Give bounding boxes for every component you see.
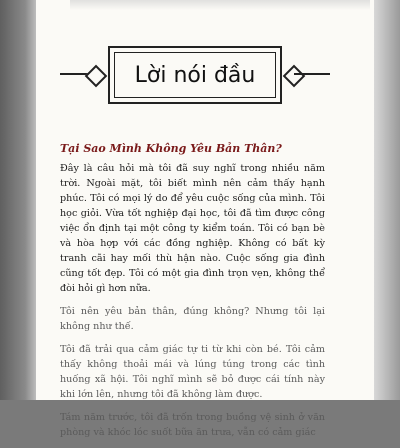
- paragraph-1: Đây là câu hỏi mà tôi đã suy nghĩ trong nhiều năm trời. Ngoài mặt, tôi biết mình nên cảm thấy hạnh phúc. Tôi có mọi lý do để yêu cuộc sống của mình. Tôi học giỏi. Vừa tốt nghiệp đại học, tôi đã tìm được công việc ổn định tại một công ty kiểm toán. Tôi có bạn bè và hòa hợp với các đồng nghiệp. Không có bất kỳ tranh cãi hay mối thù hận nào. Cuộc sống gia đình cũng tốt đẹp. Tôi có một gia đình trọn vẹn, không thể đòi hỏi gì hơn nữa.: [60, 163, 325, 294]
- banner-ornament-left-icon: [85, 65, 108, 88]
- paragraph-4: Tám năm trước, tôi đã trốn trong buồng vệ sinh ở văn phòng và khóc lóc suốt bữa ăn trưa, vẫn có cảm giác: [60, 412, 325, 438]
- paragraph-2: Tôi nên yêu bản thân, đúng không? Nhưng tôi lại không như thế.: [60, 306, 325, 332]
- chapter-banner: [60, 46, 330, 104]
- header-fade: [70, 0, 370, 10]
- banner-ornament-right-icon: [283, 65, 306, 88]
- section-subtitle: Tại Sao Mình Không Yêu Bản Thân?: [60, 142, 282, 155]
- paragraph-3: Tôi đã trải qua cảm giác tự ti từ khi còn bé. Tôi cảm thấy không thoải mái và lúng túng trong các tình huống xã hội. Tôi nghĩ mình sẽ bỏ được cái tính này khi lớn lên, nhưng tôi đã không làm được.: [60, 344, 325, 400]
- banner-box: [108, 46, 282, 104]
- banner-line-right: [294, 73, 330, 75]
- book-spine-shadow: [0, 0, 36, 400]
- page-content: [60, 142, 325, 448]
- chapter-title: Lời nói đầu: [134, 62, 256, 88]
- page-edge-shadow: [374, 0, 400, 400]
